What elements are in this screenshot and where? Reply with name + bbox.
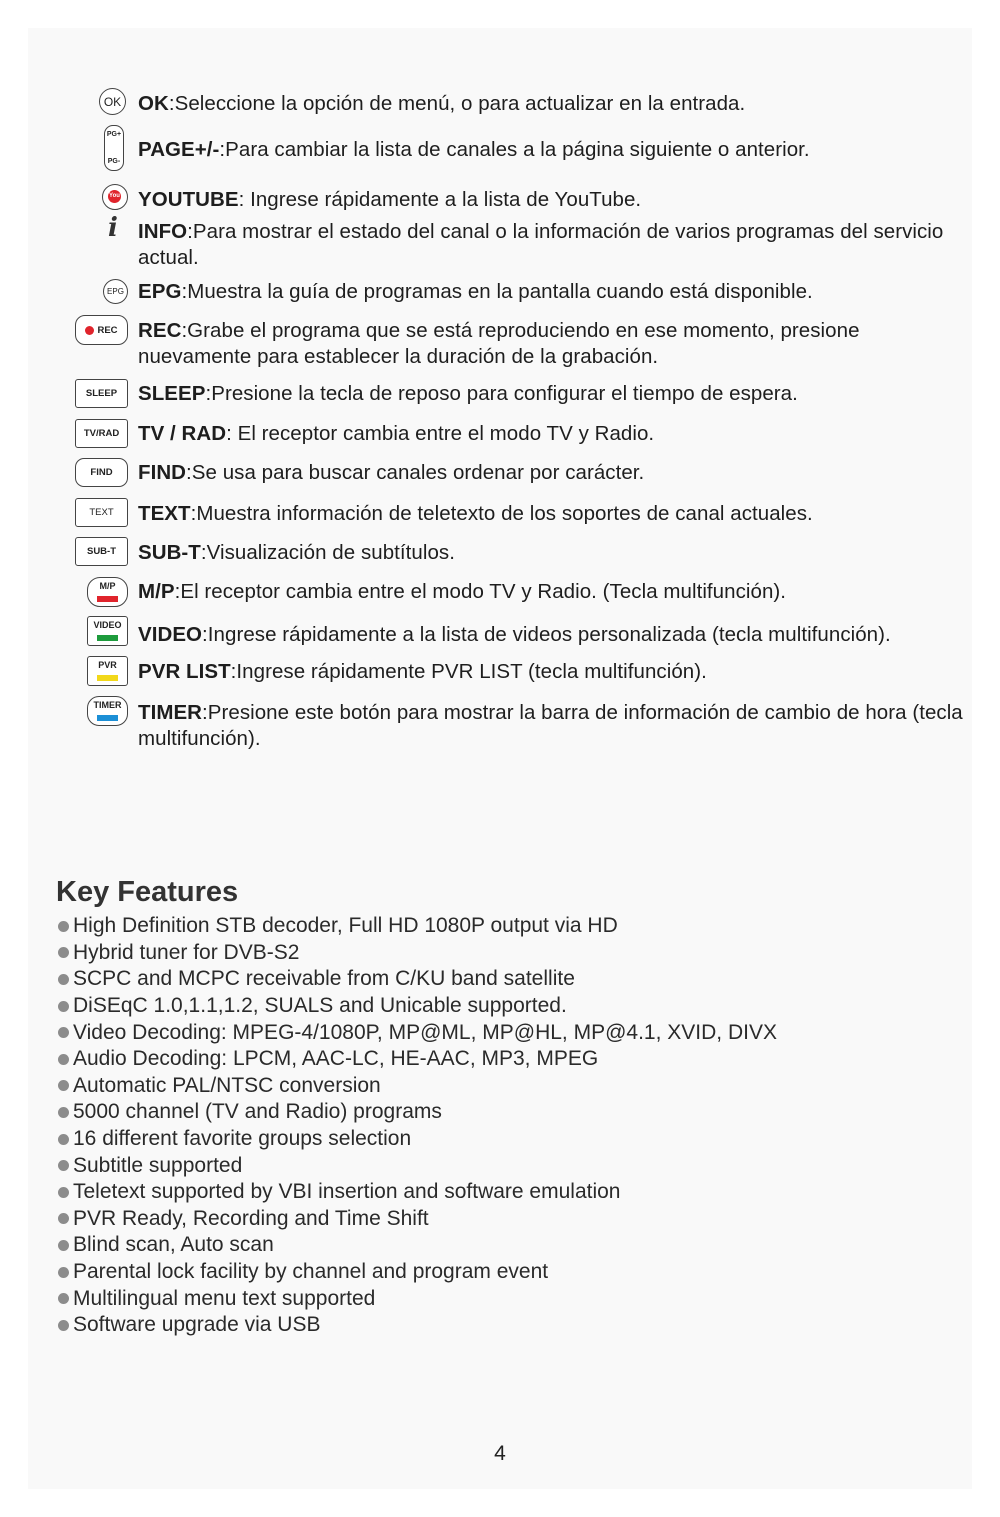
pvr-key-name: PVR LIST (138, 660, 231, 683)
epg-description (138, 279, 968, 305)
feature-text: Multilingual menu text supported (73, 1286, 376, 1310)
feature-text: Parental lock facility by channel and program event (73, 1260, 549, 1284)
rec-key-name: REC (138, 319, 182, 342)
sleep-description (138, 381, 968, 407)
timer-description (138, 700, 968, 752)
timer-label: TIMER (93, 700, 122, 710)
bullet-icon (58, 1213, 69, 1224)
find-icon: FIND (75, 458, 128, 487)
timer-key-desc: :Presione este botón para mostrar la barra de información de cambio de hora (tecla multifunción). (138, 701, 963, 750)
mp-key-desc: :El receptor cambia entre el modo TV y Radio. (Tecla multifunción). (174, 580, 787, 603)
youtube-description (138, 187, 968, 213)
ok-button-icon: OK (99, 88, 126, 115)
info-key-desc: :Para mostrar el estado del canal o la información de varios programas del servicio actual. (138, 220, 944, 269)
key-features-list (58, 913, 958, 1339)
bullet-icon (58, 1240, 69, 1251)
feature-text: 16 different favorite groups selection (73, 1127, 412, 1151)
feature-text: Blind scan, Auto scan (73, 1233, 274, 1257)
bullet-icon (58, 1320, 69, 1331)
feature-text: PVR Ready, Recording and Time Shift (73, 1206, 429, 1230)
feature-item (58, 1259, 958, 1286)
red-stripe (97, 596, 118, 602)
mp-icon (87, 577, 128, 607)
feature-text: SCPC and MCPC receivable from C/KU band satellite (73, 967, 575, 991)
tv-rad-key-name: TV / RAD (138, 422, 227, 445)
pvr-key-desc: :Ingrese rápidamente PVR LIST (tecla multifunción). (230, 660, 707, 683)
text-key-name: TEXT (138, 502, 191, 525)
rec-key-desc: :Grabe el programa que se está reproduciendo en ese momento, presione nuevamente para establecer la duración de la grabación. (138, 319, 860, 368)
rec-icon (75, 315, 128, 345)
find-key-name: FIND (138, 461, 187, 484)
feature-item (58, 1285, 958, 1312)
video-key-name: VIDEO (138, 623, 203, 646)
bullet-icon (58, 1134, 69, 1145)
page-key-name: PAGE+/- (138, 138, 220, 161)
video-icon (87, 616, 128, 646)
ok-description (138, 91, 968, 117)
mp-label: M/P (99, 581, 116, 591)
feature-item (58, 1019, 958, 1046)
tv-rad-key-desc: : El receptor cambia entre el modo TV y Radio. (226, 422, 655, 445)
blue-stripe (97, 715, 118, 721)
feature-text: High Definition STB decoder, Full HD 1080P output via HD (73, 914, 618, 938)
feature-item (58, 993, 958, 1020)
feature-item (58, 1312, 958, 1339)
bullet-icon (58, 1107, 69, 1118)
info-description (138, 219, 968, 271)
feature-item (58, 913, 958, 940)
page-up-label: PG+ (106, 131, 122, 138)
feature-text: Teletext supported by VBI insertion and software emulation (73, 1180, 621, 1204)
feature-text: DiSEqC 1.0,1.1,1.2, SUALS and Unicable supported. (73, 994, 567, 1018)
mp-key-name: M/P (138, 580, 175, 603)
find-key-desc: :Se usa para buscar canales ordenar por carácter. (186, 461, 645, 484)
text-key-desc: :Muestra información de teletexto de los soportes de canal actuales. (190, 502, 813, 525)
feature-item (58, 1179, 958, 1206)
rec-label: REC (97, 324, 118, 336)
youtube-logo: You (108, 190, 121, 203)
info-icon: i (108, 213, 118, 243)
bullet-icon (58, 974, 69, 985)
timer-key-name: TIMER (138, 701, 203, 724)
green-stripe (97, 635, 118, 641)
yellow-stripe (97, 675, 118, 681)
bullet-icon (58, 947, 69, 958)
bullet-icon (58, 1187, 69, 1198)
epg-key-desc: :Muestra la guía de programas en la pantalla cuando está disponible. (181, 280, 813, 303)
text-icon: TEXT (75, 498, 128, 527)
tv-rad-icon: TV/RAD (75, 419, 128, 448)
info-key-name: INFO (138, 220, 188, 243)
video-key-desc: :Ingrese rápidamente a la lista de videos personalizada (tecla multifunción). (202, 623, 891, 646)
sleep-icon: SLEEP (75, 379, 128, 408)
feature-text: Software upgrade via USB (73, 1313, 321, 1337)
feature-text: Audio Decoding: LPCM, AAC-LC, HE-AAC, MP3, MPEG (73, 1047, 599, 1071)
feature-item (58, 1073, 958, 1100)
feature-text: Subtitle supported (73, 1153, 243, 1177)
page-key-desc: :Para cambiar la lista de canales a la página siguiente o anterior. (219, 138, 810, 161)
bullet-icon (58, 1160, 69, 1171)
bullet-icon (58, 921, 69, 932)
page-down-label: PG- (107, 158, 121, 165)
sub-t-icon: SUB-T (75, 537, 128, 566)
sub-t-key-name: SUB-T (138, 541, 201, 564)
bullet-icon (58, 1027, 69, 1038)
feature-item (58, 966, 958, 993)
text-description (138, 501, 968, 527)
sub-t-key-desc: :Visualización de subtítulos. (200, 541, 455, 564)
page-number: 4 (494, 1442, 506, 1465)
feature-text: Automatic PAL/NTSC conversion (73, 1073, 381, 1097)
bullet-icon (58, 1001, 69, 1012)
tv-rad-description (138, 421, 968, 447)
pvr-description (138, 659, 968, 685)
feature-item (58, 1099, 958, 1126)
bullet-icon (58, 1054, 69, 1065)
youtube-icon (102, 184, 128, 210)
rec-description (138, 318, 968, 370)
rec-dot-icon (85, 326, 94, 335)
ok-key-name: OK (138, 92, 169, 115)
feature-item (58, 1232, 958, 1259)
feature-item (58, 1046, 958, 1073)
page-description (138, 137, 968, 163)
mp-description (138, 579, 968, 605)
feature-item (58, 1126, 958, 1153)
youtube-key-name: YOUTUBE (138, 188, 239, 211)
page-up-down-icon (104, 125, 124, 171)
sub-t-description (138, 540, 968, 566)
feature-text: Video Decoding: MPEG-4/1080P, MP@ML, MP@HL, MP@4.1, XVID, DIVX (73, 1020, 777, 1044)
pvr-label: PVR (98, 660, 117, 670)
feature-item (58, 940, 958, 967)
pvr-icon (87, 656, 128, 686)
bullet-icon (58, 1267, 69, 1278)
youtube-key-desc: : Ingrese rápidamente a la lista de YouTube. (238, 188, 642, 211)
find-description (138, 460, 968, 486)
feature-text: Hybrid tuner for DVB-S2 (73, 940, 300, 964)
video-label: VIDEO (93, 620, 122, 630)
epg-key-name: EPG (138, 280, 182, 303)
key-features-title: Key Features (56, 876, 239, 908)
sleep-key-name: SLEEP (138, 382, 206, 405)
bullet-icon (58, 1080, 69, 1091)
feature-text: 5000 channel (TV and Radio) programs (73, 1100, 442, 1124)
epg-icon: EPG (103, 279, 128, 304)
feature-item (58, 1206, 958, 1233)
bullet-icon (58, 1293, 69, 1304)
video-description (138, 622, 968, 648)
ok-key-desc: :Seleccione la opción de menú, o para actualizar en la entrada. (168, 92, 746, 115)
feature-item (58, 1152, 958, 1179)
timer-icon (87, 696, 128, 726)
sleep-key-desc: :Presione la tecla de reposo para configurar el tiempo de espera. (205, 382, 798, 405)
